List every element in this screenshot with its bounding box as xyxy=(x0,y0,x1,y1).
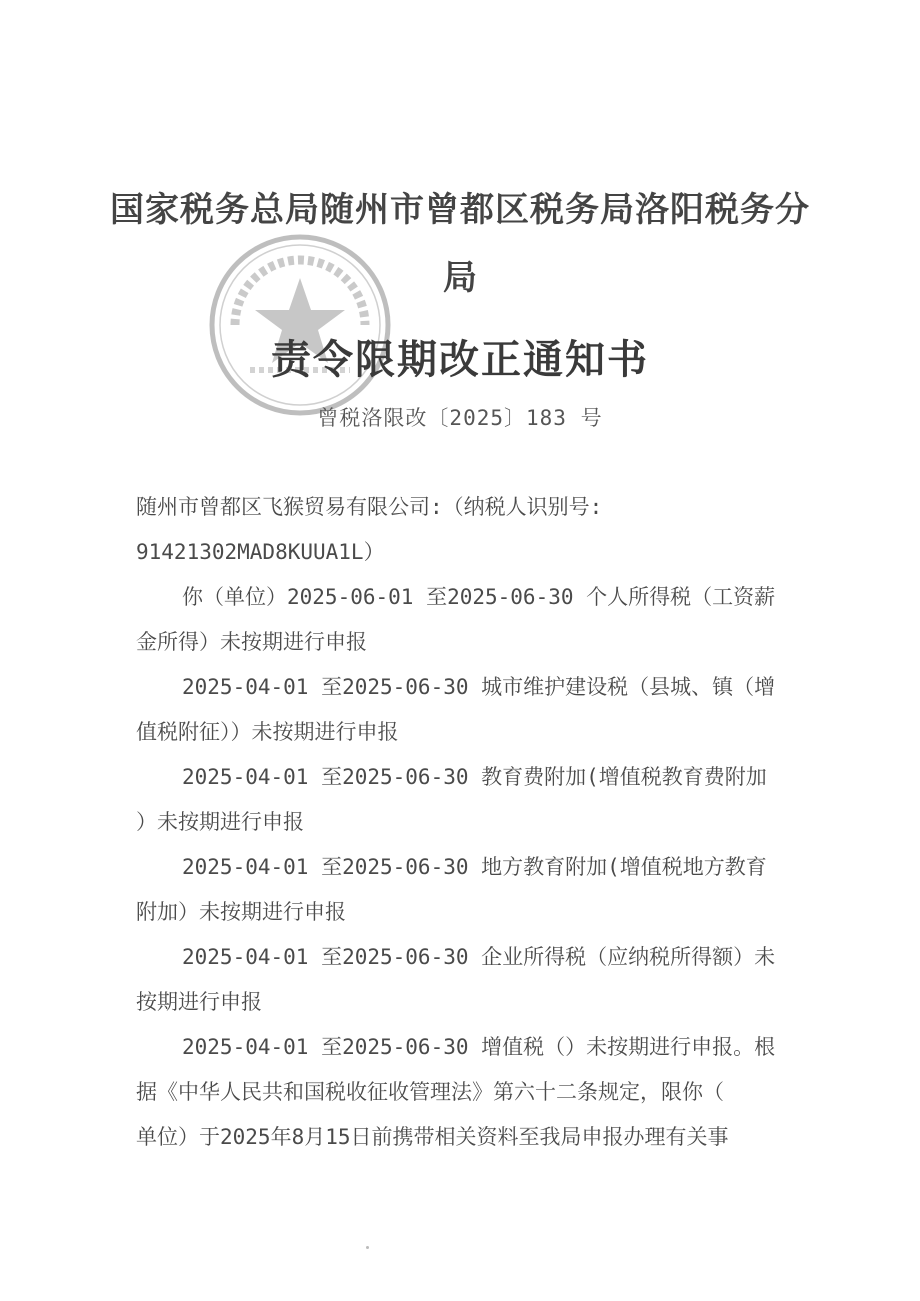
body-line: 2025-04-01 至2025-06-30 增值税（）未按期进行申报。根 xyxy=(182,1035,776,1059)
scan-speck xyxy=(366,1246,369,1249)
document-number: 曾税洛限改〔2025〕183 号 xyxy=(317,406,603,430)
issuing-authority-continued: 局 xyxy=(443,258,477,298)
body-line: 附加）未按期进行申报 xyxy=(136,900,346,924)
body-line: 2025-04-01 至2025-06-30 地方教育附加(增值税地方教育 xyxy=(182,855,767,879)
body-line: ）未按期进行申报 xyxy=(136,810,304,834)
body-line: 值税附征））未按期进行申报 xyxy=(136,720,399,744)
addressee-line: 随州市曾都区飞猴贸易有限公司:（纳税人识别号: xyxy=(136,495,603,519)
issuing-authority: 国家税务总局随州市曾都区税务局洛阳税务分 xyxy=(110,190,810,230)
body-line: 按期进行申报 xyxy=(136,990,262,1014)
body-line: 2025-04-01 至2025-06-30 教育费附加(增值税教育费附加 xyxy=(182,765,767,789)
taxpayer-id-line: 91421302MAD8KUUA1L） xyxy=(136,540,385,564)
body-line: 2025-04-01 至2025-06-30 企业所得税（应纳税所得额）未 xyxy=(182,945,776,969)
body-line: 金所得）未按期进行申报 xyxy=(136,630,367,654)
body-line: 单位）于2025年8月15日前携带相关资料至我局申报办理有关事 xyxy=(136,1125,729,1149)
body-line: 据《中华人民共和国税收征收管理法》第六十二条规定，限你（ xyxy=(136,1080,724,1104)
document-title: 责令限期改正通知书 xyxy=(271,337,649,383)
body-line: 2025-04-01 至2025-06-30 城市维护建设税（县城、镇（增 xyxy=(182,675,776,699)
notice-body xyxy=(136,485,786,1160)
body-line: 你（单位）2025-06-01 至2025-06-30 个人所得税（工资薪 xyxy=(182,585,776,609)
